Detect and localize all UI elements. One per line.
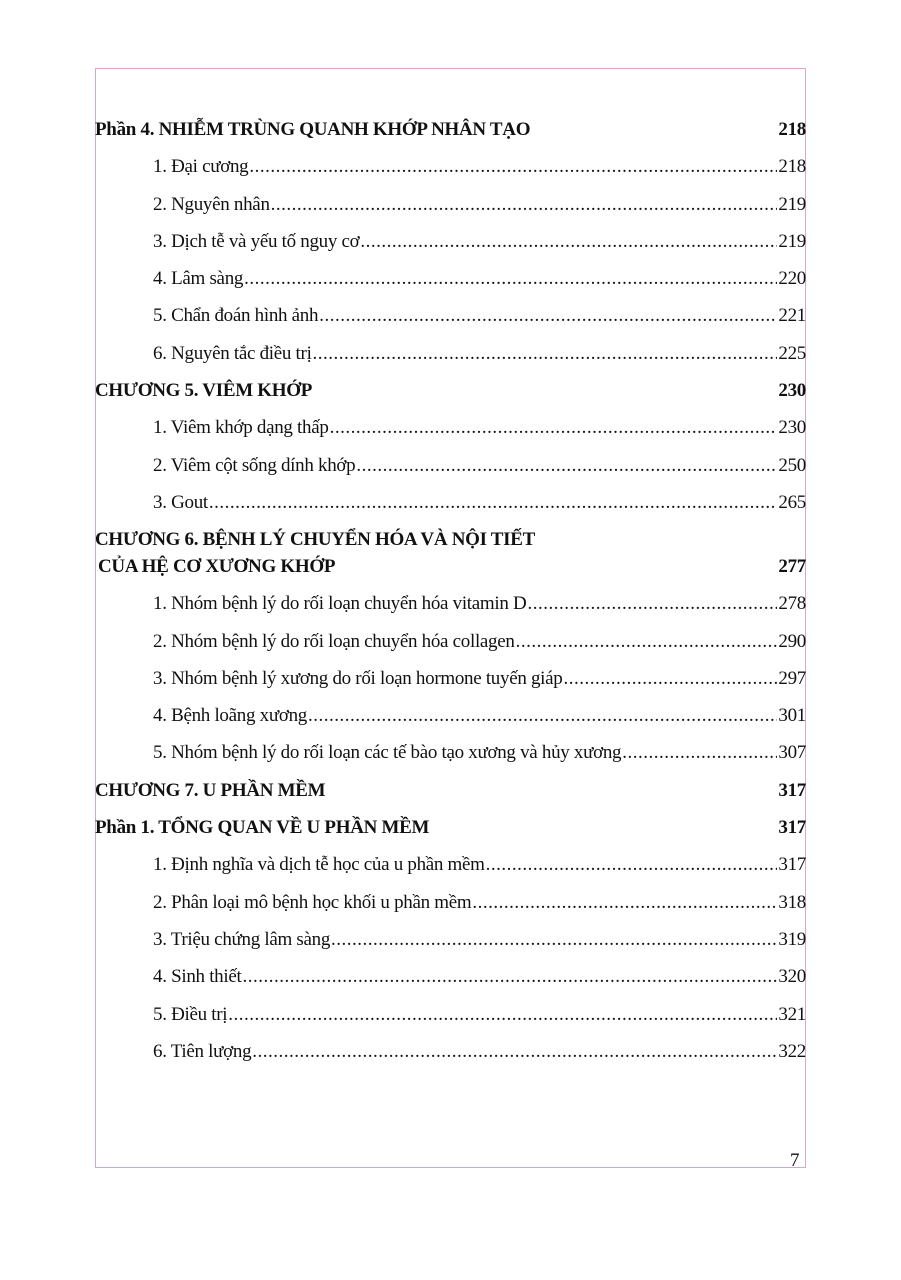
toc-page: 221 [778, 305, 806, 327]
dot-leader [252, 1038, 777, 1066]
toc-title: 3. Nhóm bệnh lý xương do rối loạn hormone tuyến giáp [153, 667, 563, 689]
toc-item[interactable] [95, 628, 806, 665]
toc-page: 317 [778, 854, 806, 876]
dot-leader [356, 452, 777, 480]
toc-page: 277 [778, 556, 806, 578]
toc-page: 219 [778, 230, 806, 252]
toc-title: 4. Bệnh loãng xương [153, 705, 307, 727]
toc-page: 220 [778, 268, 806, 290]
toc-item[interactable] [95, 191, 806, 228]
dot-leader [313, 340, 778, 368]
toc-title: 3. Gout [153, 491, 208, 513]
toc-item[interactable] [95, 414, 806, 451]
toc-page: 301 [778, 705, 806, 727]
page-number: 7 [790, 1150, 800, 1171]
toc-page: 317 [778, 817, 806, 839]
toc-item[interactable] [95, 889, 806, 926]
toc-item[interactable] [95, 851, 806, 888]
toc-chapter-heading[interactable] [95, 777, 806, 814]
toc-title: 1. Nhóm bệnh lý do rối loạn chuyển hóa vitamin D [153, 593, 527, 615]
toc-title-line2: CỦA HỆ CƠ XƯƠNG KHỚP [98, 556, 336, 578]
toc-title: 4. Lâm sàng [153, 268, 244, 290]
dot-leader [242, 963, 777, 991]
toc-item[interactable] [95, 739, 806, 776]
toc-item[interactable] [95, 302, 806, 339]
toc-chapter-heading[interactable] [95, 814, 806, 851]
toc-chapter-heading[interactable] [95, 116, 806, 153]
toc-page: 219 [778, 193, 806, 215]
toc-page: 250 [778, 454, 806, 476]
toc-title: 1. Đại cương [153, 156, 249, 178]
toc-page: 230 [778, 417, 806, 439]
dot-leader [209, 489, 777, 517]
toc-title: 2. Viêm cột sống dính khớp [153, 454, 356, 476]
dot-leader [527, 590, 777, 618]
table-of-contents [95, 116, 806, 1075]
dot-leader [319, 302, 777, 330]
toc-title: 3. Triệu chứng lâm sàng [153, 928, 331, 950]
toc-page: 230 [778, 380, 806, 402]
toc-title: 2. Phân loại mô bệnh học khối u phần mềm [153, 891, 472, 913]
dot-leader [228, 1001, 777, 1029]
toc-item[interactable] [95, 340, 806, 377]
toc-title: 1. Viêm khớp dạng thấp [153, 417, 329, 439]
toc-page: 320 [778, 966, 806, 988]
toc-item[interactable] [95, 1001, 806, 1038]
toc-title: 3. Dịch tễ và yếu tố nguy cơ [153, 230, 360, 252]
toc-item[interactable] [95, 265, 806, 302]
toc-page: 322 [778, 1040, 806, 1062]
toc-page: 319 [778, 928, 806, 950]
toc-item[interactable] [95, 1038, 806, 1075]
toc-page: 218 [778, 119, 806, 140]
toc-chapter-heading[interactable] [95, 377, 806, 414]
toc-item[interactable] [95, 452, 806, 489]
toc-title: 6. Tiên lượng [153, 1040, 252, 1062]
toc-title: 5. Điều trị [153, 1003, 228, 1025]
toc-page: 278 [778, 593, 806, 615]
dot-leader [472, 889, 777, 917]
toc-page: 297 [778, 667, 806, 689]
toc-page: 307 [778, 742, 806, 764]
toc-title: 4. Sinh thiết [153, 966, 242, 988]
toc-title: 5. Nhóm bệnh lý do rối loạn các tế bào tạo xương và hủy xương [153, 742, 622, 764]
dot-leader [330, 414, 778, 442]
dot-leader [308, 702, 777, 730]
toc-chapter-heading[interactable] [95, 526, 806, 590]
dot-leader [249, 153, 777, 181]
toc-item[interactable] [95, 590, 806, 627]
toc-title: CHƯƠNG 6. BỆNH LÝ CHUYỂN HÓA VÀ NỘI TIẾT [95, 529, 536, 551]
toc-page: 290 [778, 630, 806, 652]
toc-page: 265 [778, 491, 806, 513]
toc-page: 218 [778, 156, 806, 178]
toc-title: Phần 1. TỔNG QUAN VỀ U PHẦN MỀM [95, 817, 430, 839]
toc-page: 321 [778, 1003, 806, 1025]
toc-title: CHƯƠNG 7. U PHẦN MỀM [95, 779, 326, 801]
toc-title: CHƯƠNG 5. VIÊM KHỚP [95, 380, 313, 402]
toc-page: 225 [778, 342, 806, 364]
toc-item[interactable] [95, 153, 806, 190]
toc-title: Phần 4. NHIỄM TRÙNG QUANH KHỚP NHÂN TẠO [95, 119, 531, 140]
toc-title: 1. Định nghĩa và dịch tễ học của u phần mềm [153, 854, 485, 876]
toc-item[interactable] [95, 702, 806, 739]
dot-leader [622, 739, 777, 767]
dot-leader [360, 228, 777, 256]
toc-page: 318 [778, 891, 806, 913]
toc-item[interactable] [95, 963, 806, 1000]
toc-title: 5. Chẩn đoán hình ảnh [153, 305, 319, 327]
dot-leader [516, 628, 778, 656]
toc-item[interactable] [95, 926, 806, 963]
toc-title: 2. Nguyên nhân [153, 193, 270, 215]
toc-item[interactable] [95, 489, 806, 526]
toc-item[interactable] [95, 665, 806, 702]
dot-leader [271, 191, 778, 219]
dot-leader [244, 265, 777, 293]
dot-leader [331, 926, 777, 954]
toc-title: 6. Nguyên tắc điều trị [153, 342, 312, 364]
dot-leader [486, 851, 778, 879]
toc-page: 317 [778, 779, 806, 801]
toc-item[interactable] [95, 228, 806, 265]
dot-leader [564, 665, 778, 693]
toc-title: 2. Nhóm bệnh lý do rối loạn chuyển hóa collagen [153, 630, 515, 652]
